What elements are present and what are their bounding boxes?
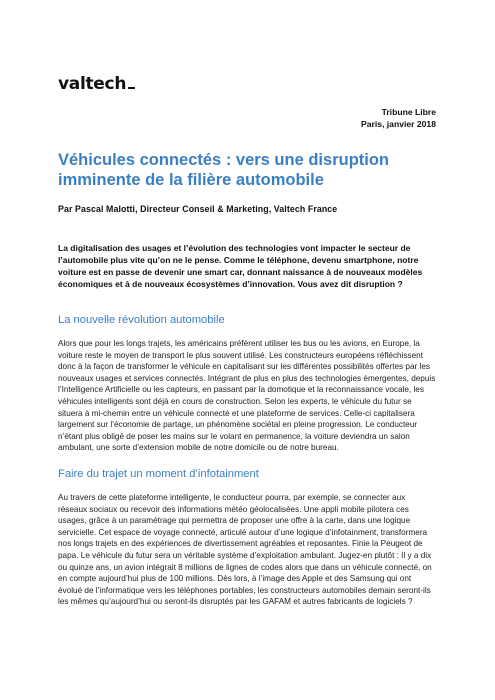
section-body-2: Au travers de cette plateforme intelligente, le conducteur pourra, par exemple, se connecter aux réseaux sociaux ou recevoir des informations météo géolocalisées. Une appli mobile pilotera ces usages, grâce à un paramétrage qui permettra de proposer une offre à la carte, dans une logique servicielle. Cet espace de voyage connecté, articulé autour d’une logique d’infotainment, transformera nos longs trajets en des expériences de divertissement agréables et reposantes. Finie la Peugeot de papa. Le véhicule du futur sera un véritable système d’exploitation ambulant. Jugez-en plutôt : Il y a dix ou quinze ans, un avion intégrait 8 millions de lignes de codes alors que dans un véhicule connecté, on en compte aujourd’hui plus de 100 millions. Dès lors, à l’image des Apple et des Samsung qui ont évolué de l’informatique vers les téléphones portables, les constructeurs automobiles demain seront-ils les mêmes qu’aujourd’hui ou seront-ils disruptés par les GAFAM et autres fabricants de logiciels ?: [58, 493, 432, 607]
valtech-logo: [58, 74, 135, 94]
logo-text: valtech: [58, 74, 127, 94]
place-date: Paris, janvier 2018: [360, 119, 436, 129]
document-type: Tribune Libre: [381, 107, 436, 117]
section-heading-2: Faire du trajet un moment d’infotainment: [58, 468, 259, 480]
section-heading-1: La nouvelle révolution automobile: [58, 314, 225, 326]
section-body-1: Alors que pour les longs trajets, les américains préfèrent utiliser les bus ou les avions, en Europe, la voiture reste le moyen de transport le plus souvent utilisé. Les constructeurs européens réfléchissent donc à la façon de transformer le véhicule en capitalisant sur les différentes possibilités offertes par les nouveaux usages et services connectés. Intégrant de plus en plus des technologies émergentes, depuis l’Intelligence Artificielle ou les capteurs, en passant par la domotique et la reconnaissance vocale, les véhicules intelligents sont déjà en cours de construction. Selon les experts, le véhicule du futur se situera à mi-chemin entre un véhicule connecté et une plateforme de services. Celle-ci capitalisera largement sur l’économie de partage, un phénomène sociétal en pleine progression. Le conducteur n’étant plus obligé de poser les mains sur le volant en permanence, la voiture deviendra un salon ambulant, une sorte d’extension mobile de notre domicile ou de notre bureau.: [58, 339, 436, 453]
article-byline: Par Pascal Malotti, Directeur Conseil & Marketing, Valtech France: [58, 204, 338, 214]
article-title: Véhicules connectés : vers une disruption imminente de la filière automobile: [58, 151, 390, 189]
article-intro: La digitalisation des usages et l’évolution des technologies vont impacter le secteur de l’automobile plus vite qu’on ne le pense. Comme le téléphone, devenu smartphone, notre voiture est en passe de devenir une smart car, donnant naissance à de nouveaux modèles économiques et à de nouveaux écosystèmes d’innovation. Vous avez dit disruption ?: [58, 243, 423, 289]
logo-underscore-mark: [128, 87, 135, 89]
document-meta: [361, 106, 436, 130]
